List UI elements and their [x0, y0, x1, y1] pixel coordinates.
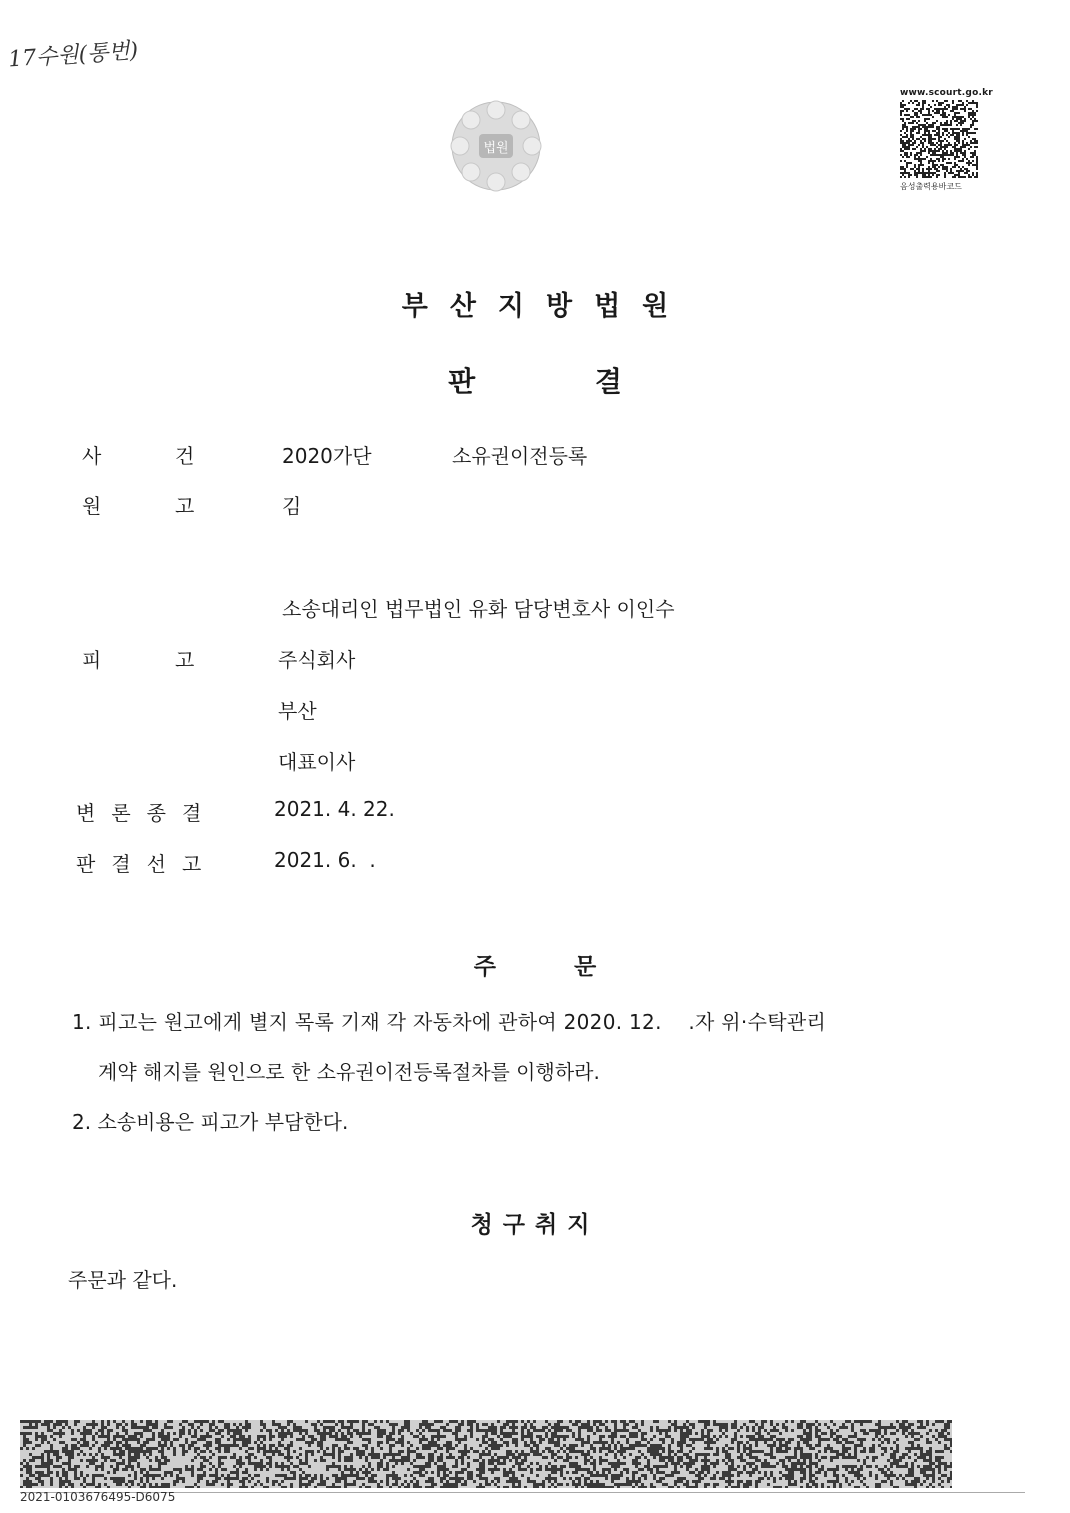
defendant-name: 주식회사 — [278, 648, 356, 672]
document-title: 판 결 — [448, 365, 622, 398]
plaintiff-label-2: 고 — [175, 494, 195, 518]
plaintiff-label-1: 원 — [82, 494, 102, 518]
document-barcode-icon — [20, 1420, 952, 1488]
footer-code: 2021-0103676495-D6075 — [20, 1490, 176, 1504]
judgment-date: 2021. 6. . — [274, 848, 376, 872]
order-heading: 주 문 — [473, 954, 597, 980]
case-label-2: 건 — [175, 444, 195, 468]
claim-text: 주문과 같다. — [68, 1268, 178, 1292]
defendant-label-2: 고 — [175, 648, 195, 672]
voice-barcode-icon — [900, 100, 978, 178]
judgment-label: 판결선고 — [76, 852, 218, 876]
order-item-1-line-2: 계약 해지를 원인으로 한 소유권이전등록절차를 이행하라. — [98, 1060, 600, 1084]
court-seal-icon — [446, 96, 546, 196]
plaintiff-name: 김 — [282, 494, 302, 518]
seal-text: 법원 — [483, 141, 509, 156]
court-name: 부산지방법원 — [401, 291, 691, 322]
case-subject: 소유권이전등록 — [452, 444, 588, 468]
defendant-address: 부산 — [278, 699, 317, 723]
defendant-label-1: 피 — [82, 648, 102, 672]
handwritten-note: 17수원(통번) — [7, 38, 140, 73]
case-number: 2020가단 — [282, 444, 372, 468]
qr-caption: 음성출력용바코드 — [900, 182, 962, 191]
case-label-1: 사 — [82, 444, 102, 468]
order-item-1-line-1: 1. 피고는 원고에게 별지 목록 기재 각 자동차에 관하여 2020. 12. .자 위·수탁관리 — [72, 1010, 827, 1034]
qr-url: www.scourt.go.kr — [900, 88, 993, 98]
order-item-2: 2. 소송비용은 피고가 부담한다. — [72, 1110, 349, 1134]
claim-heading: 청구취지 — [470, 1212, 600, 1238]
defendant-representative: 대표이사 — [278, 750, 356, 774]
closing-date: 2021. 4. 22. — [274, 797, 395, 821]
plaintiff-counsel: 소송대리인 법무법인 유화 담당변호사 이인수 — [282, 597, 675, 621]
closing-label: 변론종결 — [76, 801, 218, 825]
